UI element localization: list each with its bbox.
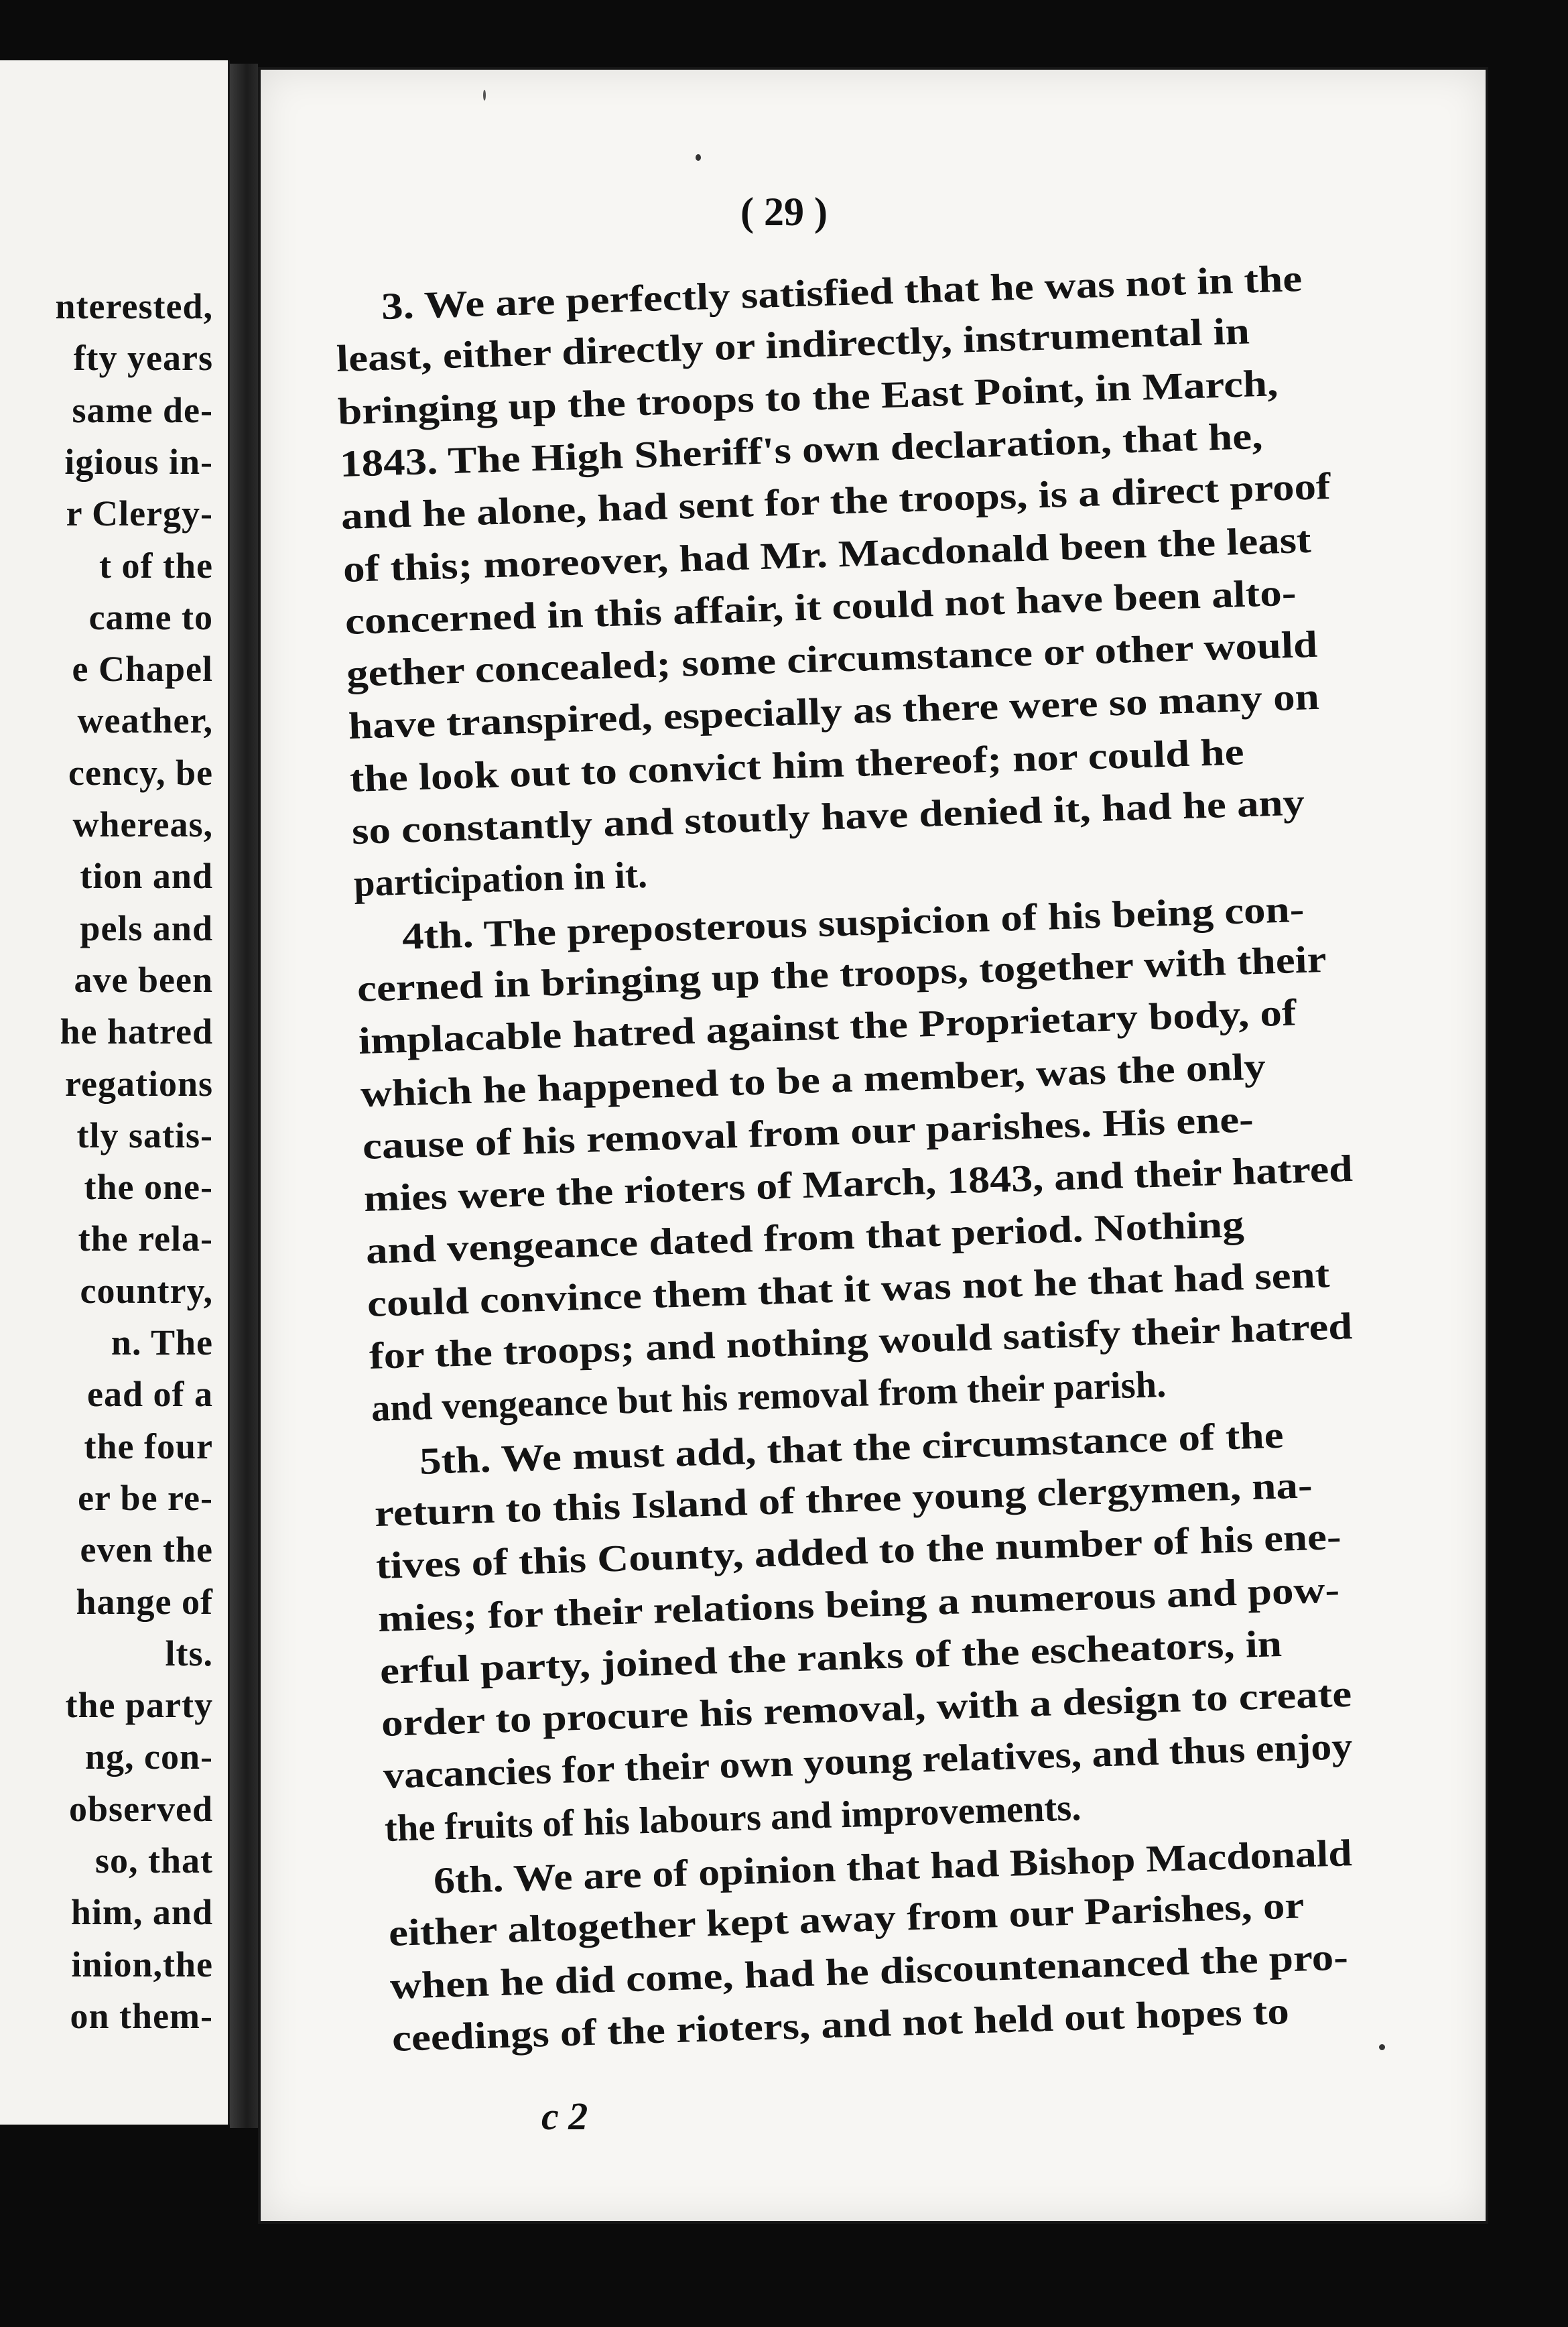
left-page-line: nterested,	[55, 286, 213, 326]
left-page-line: weather,	[77, 700, 213, 741]
body-text-line: concerned in this affair, it could not have been alto-	[344, 572, 1297, 643]
body-text-line: participation in it.	[352, 854, 648, 905]
left-page-line: country,	[80, 1270, 213, 1311]
body-text-line: mies; for their relations being a numerous and pow-	[377, 1568, 1340, 1640]
body-text-line: and vengeance but his removal from their parish.	[370, 1364, 1167, 1430]
body-text-line: so constantly and stoutly have denied it, had he any	[351, 781, 1305, 853]
body-text-line: and vengeance dated from that period. Nothing	[365, 1204, 1245, 1273]
body-text-line: order to procure his removal, with a design to create	[381, 1673, 1353, 1745]
left-page-line: same de-	[72, 389, 213, 430]
left-page	[0, 60, 230, 2125]
left-page-line: e Chapel	[72, 649, 213, 690]
left-page-line: cency, be	[68, 752, 213, 793]
body-text-line: bringing up the troops to the East Point, in March,	[337, 362, 1279, 433]
body-text-line: either altogether kept away from our Parishes, or	[387, 1885, 1305, 1955]
body-text-line: 1843. The High Sheriff's own declaration, that he,	[338, 415, 1264, 485]
body-text-line: mies were the rioters of March, 1843, and their hatred	[363, 1148, 1354, 1220]
body-text-line: 5th. We must add, that the circumstance of the	[419, 1414, 1285, 1483]
body-text-line: 6th. We are of opinion that had Bishop Macdonald	[433, 1832, 1353, 1902]
left-page-line: him, and	[70, 1892, 213, 1933]
left-page-line: he hatred	[60, 1011, 213, 1052]
left-page-line: ead of a	[87, 1374, 213, 1415]
body-text-line: least, either directly or indirectly, instrumental in	[335, 310, 1250, 381]
left-page-line: ng, con-	[84, 1737, 213, 1777]
body-text-line: which he happened to be a member, was the only	[360, 1046, 1266, 1115]
left-page-line: inion,the	[71, 1944, 213, 1985]
body-text-line: the look out to convict him thereof; nor could he	[349, 731, 1245, 800]
page-number: ( 29 )	[740, 190, 828, 234]
left-page-line: n. The	[111, 1322, 213, 1363]
left-page-line: the four	[84, 1426, 213, 1466]
body-text-line: return to this Island of three young clergymen, na-	[373, 1464, 1313, 1535]
left-page-line: tion and	[80, 856, 213, 897]
left-page-line: even the	[80, 1529, 213, 1570]
left-page-line: regations	[65, 1063, 213, 1104]
body-text-line: vacancies for their own young relatives, and thus enjoy	[382, 1726, 1353, 1798]
body-text-line: erful party, joined the ranks of the escheators, in	[379, 1623, 1283, 1692]
body-text-line: the fruits of his labours and improvements.	[384, 1786, 1082, 1850]
body-text-line: could convince them that it was not he that had sent	[367, 1253, 1331, 1325]
body-text-line: for the troops; and nothing would satisfy their hatred	[369, 1306, 1354, 1377]
left-page-line: r Clergy-	[66, 493, 213, 534]
body-text-line: of this; moreover, had Mr. Macdonald been the least	[342, 519, 1312, 590]
left-page-line: ave been	[74, 959, 213, 1000]
dust-speck	[1379, 2044, 1385, 2050]
left-page-line: tly satis-	[76, 1115, 213, 1155]
left-page-line: on them-	[70, 1995, 213, 2036]
body-text-line: implacable hatred against the Proprietary body, of	[358, 992, 1297, 1063]
left-page-line: lts.	[165, 1633, 213, 1674]
body-text-line: when he did come, had he discountenanced the pro-	[389, 1936, 1349, 2007]
body-text-line: 3. We are perfectly satisfied that he was not in the	[381, 258, 1303, 328]
dust-speck	[483, 90, 486, 101]
body-text-line: cause of his removal from our parishes. His ene-	[361, 1098, 1254, 1168]
book-gutter	[230, 64, 258, 2128]
body-text-line: cerned in bringing up the troops, together with their	[356, 938, 1327, 1010]
left-page-line: so, that	[94, 1840, 213, 1881]
dust-speck	[696, 154, 701, 161]
left-page-line: came to	[88, 596, 213, 637]
left-page-line: hange of	[76, 1581, 213, 1622]
left-page-line: t of the	[99, 545, 213, 586]
body-text-line: 4th. The preposterous suspicion of his being con-	[401, 888, 1305, 958]
printer-signature: c 2	[541, 2094, 588, 2138]
left-page-line: the party	[65, 1685, 213, 1726]
left-page-line: the rela-	[78, 1218, 213, 1259]
left-page-line: er be re-	[78, 1477, 213, 1518]
left-page-line: pels and	[80, 907, 213, 948]
left-page-line: the one-	[84, 1167, 213, 1208]
body-text-line: gether concealed; some circumstance or other would	[346, 623, 1319, 696]
body-text-line: ceedings of the rioters, and not held out hopes to	[391, 1991, 1290, 2060]
left-page-line: whereas,	[72, 804, 213, 844]
left-page-line: igious in-	[64, 441, 213, 482]
left-page-line: fty years	[73, 338, 213, 379]
body-text-line: have transpired, especially as there were so many on	[347, 676, 1320, 748]
left-page-line: observed	[69, 1788, 213, 1829]
body-text-line: and he alone, had sent for the troops, is a direct proof	[340, 466, 1331, 538]
body-text-line: tives of this County, added to the number of his ene-	[375, 1516, 1342, 1588]
